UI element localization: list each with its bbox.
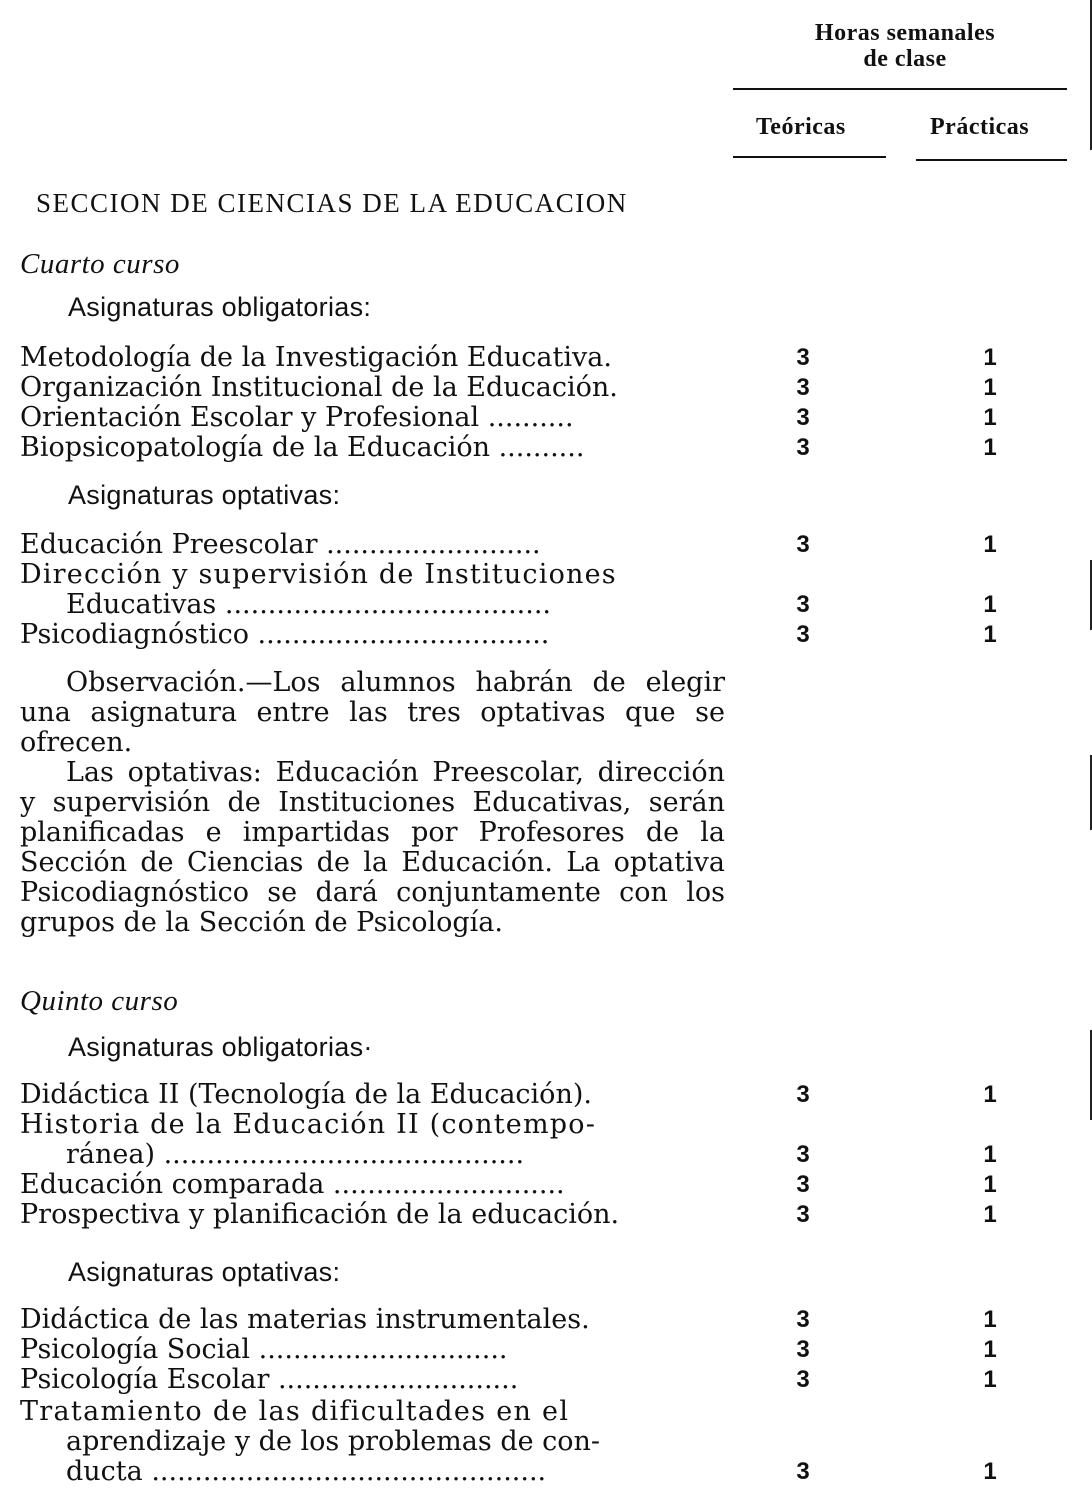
practice-hours: 1 bbox=[983, 1458, 997, 1485]
practice-hours: 1 bbox=[983, 1141, 997, 1168]
theory-hours: 3 bbox=[796, 434, 810, 461]
practice-hours: 1 bbox=[983, 1081, 997, 1108]
subject-name: Metodología de la Investigación Educativa. bbox=[20, 343, 612, 373]
subject-name: aprendizaje y de los problemas de con- bbox=[66, 1427, 601, 1457]
theory-hours: 3 bbox=[796, 1141, 810, 1168]
subject-row bbox=[20, 1305, 1080, 1335]
practice-hours: 1 bbox=[983, 1306, 997, 1333]
subject-name: ránea) .......................................... bbox=[66, 1140, 525, 1170]
theory-hours: 3 bbox=[796, 1336, 810, 1363]
practice-hours: 1 bbox=[983, 1171, 997, 1198]
subject-name: Tratamiento de las dificultades en el bbox=[20, 1397, 570, 1427]
subject-name: Educativas ...................................... bbox=[66, 590, 552, 620]
theory-column-header: Teóricas bbox=[756, 114, 846, 140]
subject-row bbox=[20, 620, 1080, 650]
subject-row bbox=[20, 1365, 1080, 1395]
theory-hours: 3 bbox=[796, 1458, 810, 1485]
theory-hours: 3 bbox=[796, 344, 810, 371]
subject-name: Prospectiva y planificación de la educación. bbox=[20, 1200, 620, 1230]
hours-header-line2: de clase bbox=[863, 46, 947, 72]
course-title-cuarto: Cuarto curso bbox=[20, 248, 180, 280]
theory-hours: 3 bbox=[796, 591, 810, 618]
subject-name: Historia de la Educación II (contempo- bbox=[20, 1110, 597, 1140]
subject-name: Didáctica de las materias instrumentales. bbox=[20, 1305, 590, 1335]
subject-row bbox=[20, 1427, 1080, 1457]
practice-hours: 1 bbox=[983, 591, 997, 618]
subject-row bbox=[20, 373, 1080, 403]
subject-row bbox=[20, 1397, 1080, 1427]
practice-hours: 1 bbox=[983, 1366, 997, 1393]
optional-subjects-label: Asignaturas optativas: bbox=[68, 480, 341, 510]
subject-name: Psicología Social ............................. bbox=[20, 1335, 508, 1365]
subject-name: Educación Preescolar ......................... bbox=[20, 530, 541, 560]
theory-hours: 3 bbox=[796, 1306, 810, 1333]
section-title: SECCION DE CIENCIAS DE LA EDUCACION bbox=[36, 188, 628, 218]
subject-row bbox=[20, 343, 1080, 373]
subject-row bbox=[20, 1200, 1080, 1230]
subject-row bbox=[20, 1335, 1080, 1365]
theory-hours: 3 bbox=[796, 621, 810, 648]
hours-header bbox=[770, 20, 1040, 72]
practice-hours: 1 bbox=[983, 374, 997, 401]
theory-hours: 3 bbox=[796, 1201, 810, 1228]
practice-hours: 1 bbox=[983, 434, 997, 461]
subject-row bbox=[20, 1170, 1080, 1200]
subject-row bbox=[20, 590, 1080, 620]
subject-row bbox=[20, 433, 1080, 463]
subject-row bbox=[20, 530, 1080, 560]
mandatory-subjects-label: Asignaturas obligatorias· bbox=[68, 1032, 373, 1062]
observation-note bbox=[20, 668, 725, 938]
optional-subjects-label: Asignaturas optativas: bbox=[68, 1257, 341, 1287]
subject-name: Biopsicopatología de la Educación .......... bbox=[20, 433, 585, 463]
subject-row bbox=[20, 560, 1080, 590]
hours-header-line1: Horas semanales bbox=[814, 20, 996, 46]
subject-row bbox=[20, 1140, 1080, 1170]
subject-row bbox=[20, 1110, 1080, 1140]
subject-name: Didáctica II (Tecnología de la Educación). bbox=[20, 1080, 592, 1110]
subject-name: Psicodiagnóstico .................................. bbox=[20, 620, 550, 650]
practice-hours: 1 bbox=[983, 531, 997, 558]
practice-hours: 1 bbox=[983, 1336, 997, 1363]
subject-name: Educación comparada ........................... bbox=[20, 1170, 565, 1200]
theory-hours: 3 bbox=[796, 1366, 810, 1393]
header-top-rule bbox=[733, 88, 1067, 90]
subject-row bbox=[20, 1080, 1080, 1110]
subject-row bbox=[20, 403, 1080, 433]
practice-hours: 1 bbox=[983, 344, 997, 371]
theory-hours: 3 bbox=[796, 1171, 810, 1198]
practice-hours: 1 bbox=[983, 621, 997, 648]
theory-header-rule bbox=[733, 156, 886, 158]
subject-name: Psicología Escolar ............................ bbox=[20, 1365, 519, 1395]
subject-name: ducta .............................................. bbox=[66, 1457, 547, 1487]
subject-name: Organización Institucional de la Educación. bbox=[20, 373, 618, 403]
subject-name: Dirección y supervisión de Instituciones bbox=[20, 560, 617, 590]
course-title-quinto: Quinto curso bbox=[20, 985, 179, 1017]
subject-row bbox=[20, 1457, 1080, 1487]
observation-paragraph-2: Las optativas: Educación Preescolar, dirección y supervisión de Instituciones Educativas, serán planificadas e impartidas por Profesores de la Sección de Ciencias de la Educación. La optativa Psicodiagnóstico se dará conjuntamente con los grupos de la Sección de Psicología. bbox=[20, 757, 725, 938]
mandatory-subjects-label: Asignaturas obligatorias: bbox=[68, 292, 372, 322]
theory-hours: 3 bbox=[796, 531, 810, 558]
practice-header-rule bbox=[916, 159, 1067, 161]
theory-hours: 3 bbox=[796, 1081, 810, 1108]
practice-hours: 1 bbox=[983, 404, 997, 431]
practice-column-header: Prácticas bbox=[930, 114, 1030, 140]
subject-name: Orientación Escolar y Profesional .......... bbox=[20, 403, 574, 433]
practice-hours: 1 bbox=[983, 1201, 997, 1228]
theory-hours: 3 bbox=[796, 374, 810, 401]
theory-hours: 3 bbox=[796, 404, 810, 431]
observation-paragraph-1: Observación.—Los alumnos habrán de elegir una asignatura entre las tres optativas que se ofrecen. bbox=[20, 667, 725, 758]
